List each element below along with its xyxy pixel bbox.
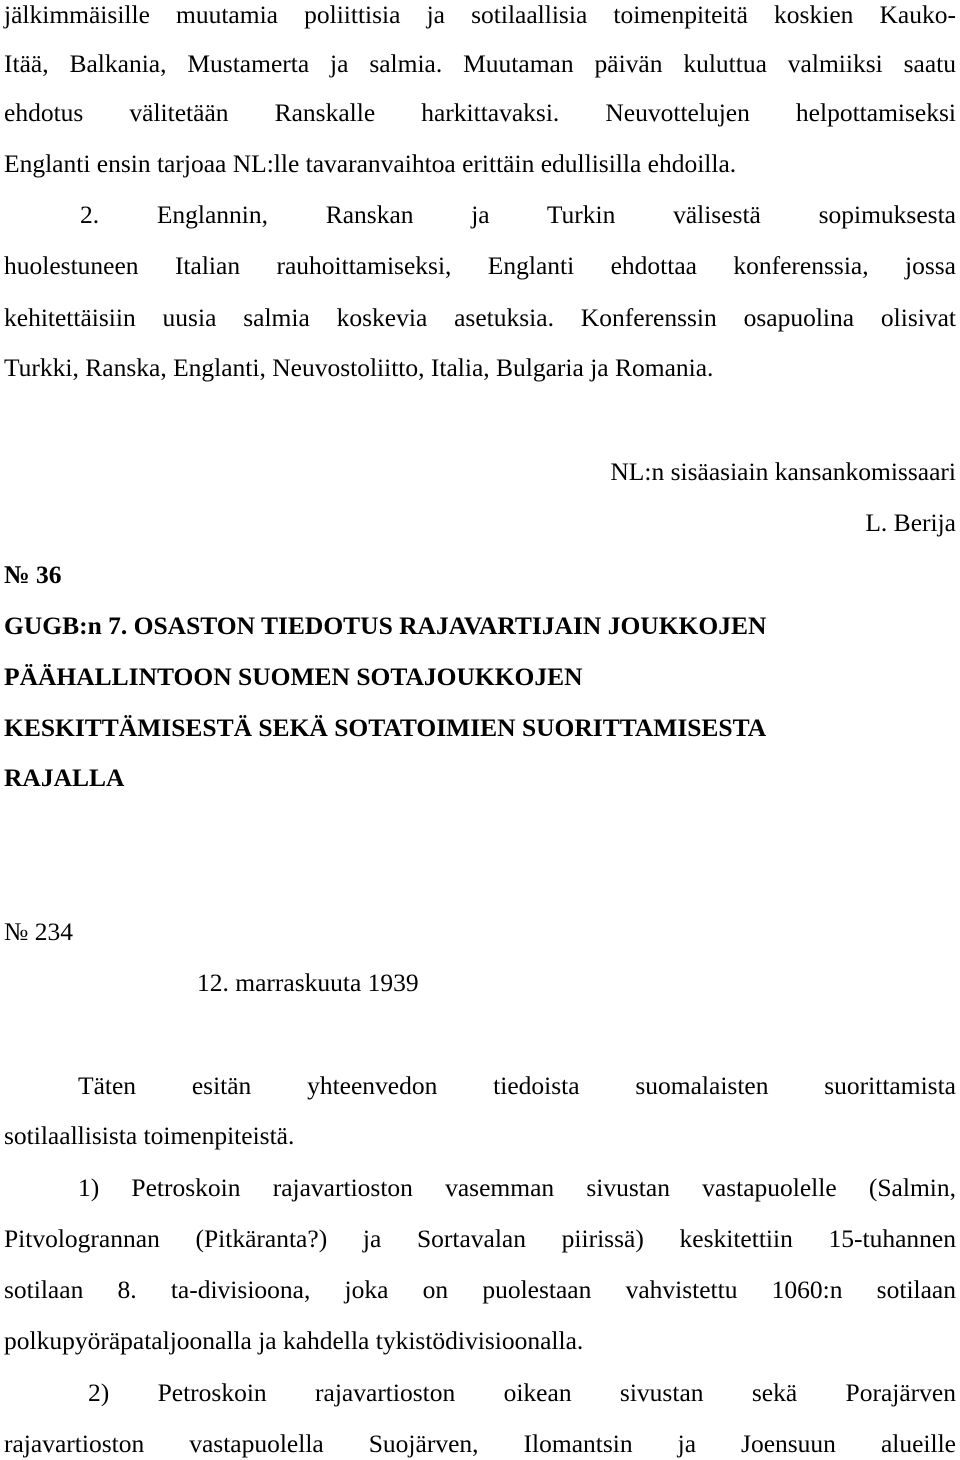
paragraph-c-line-2: sotilaallisista toimenpiteistä. bbox=[4, 1121, 295, 1150]
paragraph-d-line-1: 1) Petroskoin rajavartioston vasemman sivustan vastapuolelle (Salmin, bbox=[78, 1173, 956, 1202]
paragraph-a-line-4: Englanti ensin tarjoaa NL:lle tavaranvaihtoa erittäin edullisilla ehdoilla. bbox=[4, 149, 737, 178]
document-date: 12. marraskuuta 1939 bbox=[197, 968, 419, 997]
paragraph-b-line-2: huolestuneen Italian rauhoittamiseksi, Englanti ehdottaa konferenssia, jossa bbox=[4, 251, 956, 280]
reference-number: № 234 bbox=[4, 917, 73, 946]
document-number: № 36 bbox=[4, 560, 62, 589]
heading-line-3: KESKITTÄMISESTÄ SEKÄ SOTATOIMIEN SUORITTAMISESTA bbox=[4, 713, 767, 742]
paragraph-b-line-1: 2. Englannin, Ranskan ja Turkin välisestä sopimuksesta bbox=[80, 200, 956, 229]
paragraph-d-line-4: polkupyöräpataljoonalla ja kahdella tykistödivisioonalla. bbox=[4, 1326, 584, 1355]
heading-line-1: GUGB:n 7. OSASTON TIEDOTUS RAJAVARTIJAIN JOUKKOJEN bbox=[4, 611, 767, 640]
heading-line-2: PÄÄHALLINTOON SUOMEN SOTAJOUKKOJEN bbox=[4, 662, 583, 691]
paragraph-a-line-1: jälkimmäisille muutamia poliittisia ja sotilaallisia toimenpiteitä koskien Kauko- bbox=[4, 0, 956, 29]
signature-name: L. Berija bbox=[865, 508, 956, 537]
paragraph-d-line-2: Pitvologrannan (Pitkäranta?) ja Sortavalan piirissä) keskitettiin 15-tuhannen bbox=[4, 1224, 956, 1253]
paragraph-b-line-3: kehitettäisiin uusia salmia koskevia asetuksia. Konferenssin osapuolina olisivat bbox=[4, 303, 956, 332]
paragraph-c-line-1: Täten esitän yhteenvedon tiedoista suomalaisten suorittamista bbox=[78, 1071, 956, 1100]
heading-line-4: RAJALLA bbox=[4, 763, 125, 792]
paragraph-a-line-3: ehdotus välitetään Ranskalle harkittavaksi. Neuvottelujen helpottamiseksi bbox=[4, 98, 956, 127]
paragraph-b-line-4: Turkki, Ranska, Englanti, Neuvostoliitto, Italia, Bulgaria ja Romania. bbox=[4, 353, 714, 382]
paragraph-e-line-1: 2) Petroskoin rajavartioston oikean sivustan sekä Porajärven bbox=[88, 1378, 956, 1407]
paragraph-a-line-2: Itää, Balkania, Mustamerta ja salmia. Muutaman päivän kuluttua valmiiksi saatu bbox=[4, 49, 956, 78]
paragraph-d-line-3: sotilaan 8. ta-divisioona, joka on puolestaan vahvistettu 1060:n sotilaan bbox=[4, 1275, 956, 1304]
paragraph-e-line-2: rajavartioston vastapuolella Suojärven, Ilomantsin ja Joensuun alueille bbox=[4, 1429, 956, 1458]
signature-title: NL:n sisäasiain kansankomissaari bbox=[610, 457, 956, 486]
